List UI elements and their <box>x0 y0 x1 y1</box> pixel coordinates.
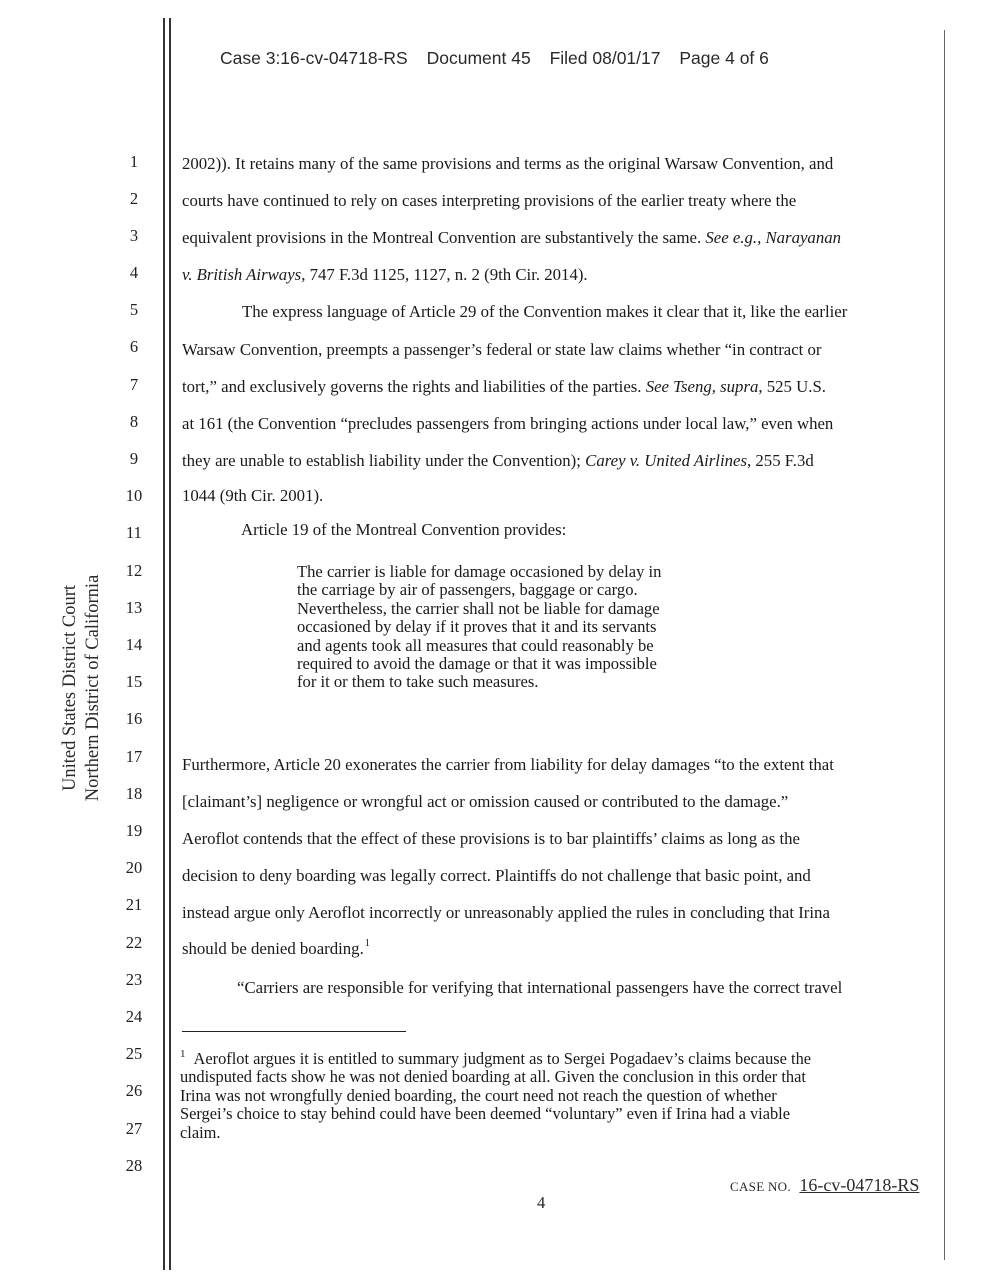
footer-case-number <box>730 1175 919 1196</box>
body-line-23: “Carriers are responsible for verifying that international passengers have the correct travel <box>237 978 843 997</box>
case-number: 16-cv-04718-RS <box>799 1175 920 1195</box>
line-number: 2 <box>129 189 139 208</box>
line-number: 6 <box>129 337 139 356</box>
line-number: 22 <box>125 933 143 952</box>
quote-line: the carriage by air of passengers, baggage or cargo. <box>297 580 638 600</box>
page-indicator: Page 4 of 6 <box>679 48 769 68</box>
quote-line: required to avoid the damage or that it was impossible <box>297 654 657 674</box>
margin-line-right <box>944 30 945 1260</box>
citation-italic: See Tseng, supra <box>645 377 759 396</box>
line-number: 27 <box>125 1119 143 1138</box>
body-line-7 <box>182 377 826 397</box>
line-number: 17 <box>125 747 143 766</box>
document-number: Document 45 <box>426 48 531 68</box>
body-line-3 <box>182 228 841 248</box>
case-name-italic: v. British Airways <box>182 265 302 284</box>
body-line-1: 2002)). It retains many of the same provisions and terms as the original Warsaw Convention, and <box>182 154 834 173</box>
body-line-22 <box>182 938 370 959</box>
line-number: 10 <box>125 486 143 505</box>
line-number: 20 <box>125 858 143 877</box>
body-line-10: 1044 (9th Cir. 2001). <box>182 486 324 505</box>
footnote-line: claim. <box>180 1122 221 1142</box>
footnote-reference[interactable]: 1 <box>364 938 371 949</box>
line-number: 16 <box>125 709 143 728</box>
body-line-2: courts have continued to rely on cases interpreting provisions of the earlier treaty where the <box>182 191 797 210</box>
line-number: 23 <box>125 970 143 989</box>
body-line-5: The express language of Article 29 of the Convention makes it clear that it, like the earlier <box>242 302 848 321</box>
line-number: 13 <box>125 598 143 617</box>
body-text: , 255 F.3d <box>747 451 814 470</box>
body-line-20: decision to deny boarding was legally correct. Plaintiffs do not challenge that basic point, and <box>182 866 811 885</box>
line-number: 8 <box>129 412 139 431</box>
margin-line-left-2 <box>169 18 171 1270</box>
line-number: 7 <box>129 375 139 394</box>
case-number-header: Case 3:16-cv-04718-RS <box>220 48 408 68</box>
line-number: 4 <box>129 263 139 282</box>
filed-date: Filed 08/01/17 <box>549 48 661 68</box>
line-number: 25 <box>125 1044 143 1063</box>
line-number: 28 <box>125 1156 143 1175</box>
quote-line: for it or them to take such measures. <box>297 672 539 692</box>
line-number: 15 <box>125 672 143 691</box>
line-number: 1 <box>129 152 139 171</box>
line-number: 26 <box>125 1081 143 1100</box>
citation-italic: See e.g., Narayanan <box>705 228 841 247</box>
body-text: they are unable to establish liability under the Convention); <box>182 451 586 470</box>
body-text: should be denied boarding. <box>182 939 364 958</box>
quote-line: and agents took all measures that could reasonably be <box>297 635 654 655</box>
court-name: United States District Court <box>60 584 80 792</box>
line-number: 12 <box>125 561 143 580</box>
quote-line: The carrier is liable for damage occasioned by delay in <box>297 562 662 581</box>
line-number: 19 <box>125 821 143 840</box>
case-name-italic: Carey v. United Airlines <box>585 451 748 470</box>
footnote-line: Sergei’s choice to stay behind could have been deemed “voluntary” even if Irina had a viable <box>180 1104 791 1124</box>
margin-line-left-1 <box>163 18 165 1270</box>
line-number: 5 <box>129 300 139 319</box>
body-line-9 <box>182 451 814 471</box>
footnote-line <box>180 1045 920 1068</box>
footnote-line: Irina was not wrongfully denied boarding, the court need not reach the question of whether <box>180 1085 777 1105</box>
body-text: equivalent provisions in the Montreal Convention are substantively the same. <box>182 228 706 247</box>
block-quote <box>297 563 727 692</box>
footnote-text: Aeroflot argues it is entitled to summary judgment as to Sergei Pogadaev’s claims because the <box>193 1049 812 1068</box>
case-label: CASE NO. <box>730 1179 791 1194</box>
line-number: 14 <box>125 635 143 654</box>
footnote-marker: 1 <box>180 1048 186 1060</box>
line-number: 18 <box>125 784 143 803</box>
body-text: , 747 F.3d 1125, 1127, n. 2 (9th Cir. 2014). <box>301 265 588 284</box>
footnote <box>180 1045 920 1142</box>
court-district: Northern District of California <box>83 574 103 802</box>
footnote-line: undisputed facts show he was not denied boarding at all. Given the conclusion in this order that <box>180 1067 806 1087</box>
body-line-19: Aeroflot contends that the effect of these provisions is to bar plaintiffs’ claims as long as the <box>182 829 800 848</box>
line-number: 24 <box>125 1007 143 1026</box>
body-text: , 525 U.S. <box>758 377 826 396</box>
body-line-21: instead argue only Aeroflot incorrectly or unreasonably applied the rules in concluding that Irina <box>182 903 830 922</box>
line-number: 9 <box>129 449 139 468</box>
body-line-6: Warsaw Convention, preempts a passenger’s federal or state law claims whether “in contract or <box>182 340 822 359</box>
filing-header <box>220 48 860 69</box>
body-text: tort,” and exclusively governs the rights and liabilities of the parties. <box>182 377 646 396</box>
quote-line: occasioned by delay if it proves that it and its servants <box>297 617 657 637</box>
body-line-11: Article 19 of the Montreal Convention provides: <box>241 520 567 539</box>
footnote-divider <box>182 1031 406 1032</box>
body-line-4 <box>182 265 588 285</box>
line-number: 11 <box>126 523 142 542</box>
line-number: 21 <box>125 895 143 914</box>
body-line-8: at 161 (the Convention “precludes passengers from bringing actions under local law,” even when <box>182 414 834 433</box>
quote-line: Nevertheless, the carrier shall not be liable for damage <box>297 598 660 618</box>
body-line-18: [claimant’s] negligence or wrongful act or omission caused or contributed to the damage.” <box>182 792 789 811</box>
page-number: 4 <box>537 1193 546 1212</box>
line-number: 3 <box>129 226 139 245</box>
body-line-17: Furthermore, Article 20 exonerates the carrier from liability for delay damages “to the extent that <box>182 755 834 774</box>
